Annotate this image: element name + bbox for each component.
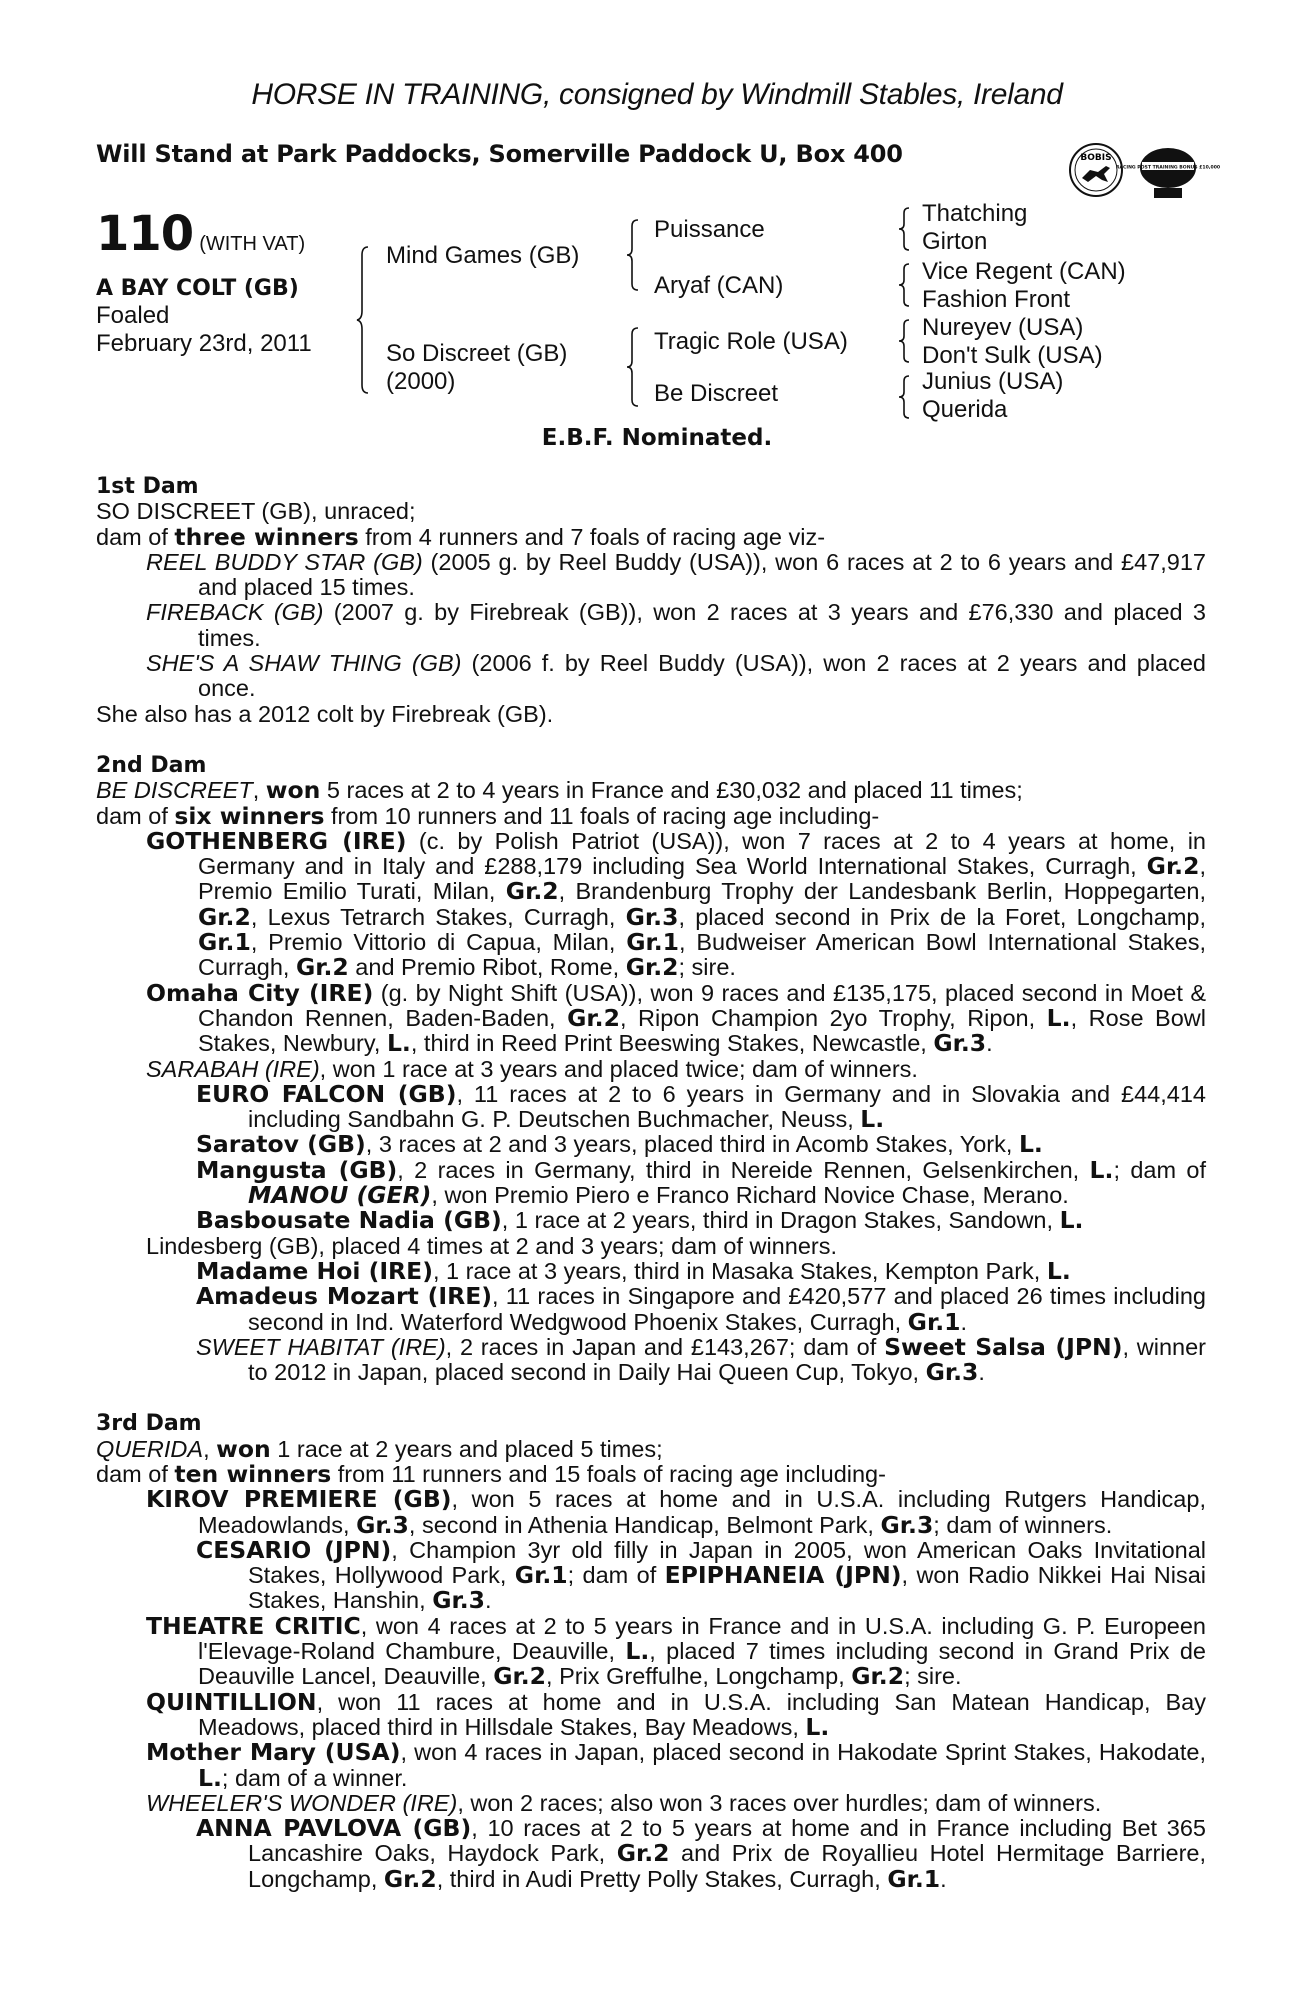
pedigree-dsd: Don't Sulk (USA) (922, 342, 1103, 369)
third-dam-summary: dam of ten winners from 11 runners and 15 foals of racing age including- (96, 1459, 886, 1488)
pedigree-sds: Vice Regent (CAN) (922, 258, 1126, 285)
first-dam-line: SO DISCREET (GB), unraced; (96, 498, 416, 525)
pedigree-sire-sire: Puissance (654, 216, 765, 243)
progeny-entry: THEATRE CRITIC, won 4 races at 2 to 5 years in France and in U.S.A. including G. P. Europeen l'Elevage-Roland Chambure, Deauville, L., placed 7 times including second in Grand Prix de Deauville Lancel, Deauville, Gr.2, Prix Greffulhe, Longchamp, Gr.2; sire. (146, 1611, 1206, 1691)
progeny-entry: Lindesberg (GB), placed 4 times at 2 and 3 years; dam of winners. (146, 1232, 837, 1259)
pedigree-bracket-main (356, 245, 376, 395)
progeny-entry: KIROV PREMIERE (GB), won 5 races at home and in U.S.A. including Rutgers Handicap, Meadowlands, Gr.3, second in Athenia Handicap, Belmont Park, Gr.3; dam of winners. (146, 1485, 1206, 1539)
pedigree-bracket-dam (626, 326, 644, 408)
vat-note: (WITH VAT) (199, 233, 306, 255)
lot-number: 110 (96, 206, 194, 262)
pedigree-sire-dam: Aryaf (CAN) (654, 272, 784, 299)
pedigree-bracket-dd (898, 374, 914, 420)
pedigree-bracket-ds (898, 318, 914, 364)
second-dam-summary: dam of six winners from 10 runners and 11 foals of racing age including- (96, 801, 880, 830)
grand-progeny-entry: SWEET HABITAT (IRE), 2 races in Japan and £143,267; dam of Sweet Salsa (JPN), winner to 2012 in Japan, placed second in Daily Hai Queen Cup, Tokyo, Gr.3. (196, 1332, 1206, 1387)
grand-progeny-entry: Mangusta (GB), 2 races in Germany, third in Nereide Rennen, Gelsenkirchen, L.; dam of MANOU (GER), won Premio Piero e Franco Richard Novice Chase, Merano. (196, 1155, 1206, 1210)
grand-progeny-entry: EURO FALCON (GB), 11 races at 2 to 6 years in Germany and in Slovakia and £44,414 including Sandbahn G. P. Deutschen Buchmacher, Neuss, L. (196, 1079, 1206, 1134)
pedigree-ddd: Querida (922, 396, 1008, 423)
grand-progeny-entry: Amadeus Mozart (IRE), 11 races in Singapore and £420,577 and placed 26 times including second in Ind. Waterford Wedgwood Phoenix Stakes, Curragh, Gr.1. (196, 1282, 1206, 1336)
progeny-entry: SHE'S A SHAW THING (GB) (2006 f. by Reel Buddy (USA)), won 2 races at 2 years and placed once. (146, 650, 1206, 702)
progeny-entry: REEL BUDDY STAR (GB) (2005 g. by Reel Buddy (USA)), won 6 races at 2 to 6 years and £47,917 and placed 15 times. (146, 548, 1206, 601)
foaled-date: February 23rd, 2011 (96, 330, 312, 357)
pedigree-ssd: Girton (922, 228, 988, 255)
page-title: HORSE IN TRAINING, consigned by Windmill Stables, Ireland (251, 78, 1063, 111)
second-dam-heading: 2nd Dam (96, 752, 207, 778)
pedigree-sss: Thatching (922, 200, 1028, 227)
progeny-entry: Omaha City (IRE) (g. by Night Shift (USA)), won 9 races and £135,175, placed second in Moet & Chandon Rennen, Baden-Baden, Gr.2, Ripon Champion 2yo Trophy, Ripon, L., Rose Bowl Stakes, Newbury, L., third in Reed Print Beeswing Stakes, Newcastle, Gr.3. (146, 978, 1207, 1058)
racing-post-logo-text: RACING POST TRAINING BONUS £10,000 (1115, 165, 1221, 171)
bobis-logo-text: BOBIS (1080, 153, 1112, 163)
pedigree-dam-year: (2000) (386, 368, 456, 395)
grand-progeny-entry: Basbousate Nadia (GB), 1 race at 2 years, third in Dragon Stakes, Sandown, L. (196, 1206, 1084, 1235)
grand-progeny-entry: CESARIO (JPN), Champion 3yr old filly in Japan in 2005, won American Oaks Invitational Stakes, Hollywood Park, Gr.1; dam of EPIPHANEIA (JPN), won Radio Nikkei Hai Nisai Stakes, Hanshin, Gr.3. (196, 1535, 1207, 1615)
sponsor-logos (1068, 138, 1221, 204)
horse-description: A BAY COLT (GB) (96, 276, 299, 301)
pedigree-bracket-sd (898, 262, 914, 308)
stand-location: Will Stand at Park Paddocks, Somerville Paddock U, Box 400 (96, 140, 903, 168)
ebf-nomination: E.B.F. Nominated. (541, 425, 773, 451)
progeny-entry: Mother Mary (USA), won 4 races in Japan, placed second in Hakodate Sprint Stakes, Hakodate, L.; dam of a winner. (146, 1738, 1206, 1792)
progeny-entry: SARABAH (IRE), won 1 race at 3 years and placed twice; dam of winners. (146, 1055, 918, 1082)
pedigree-sdd: Fashion Front (922, 286, 1071, 313)
progeny-entry: QUINTILLION, won 11 races at home and in U.S.A. including San Matean Handicap, Bay Meadows, placed third in Hillsdale Stakes, Bay Meadows, L. (146, 1687, 1206, 1741)
foaled-label: Foaled (96, 302, 170, 329)
progeny-entry: GOTHENBERG (IRE) (c. by Polish Patriot (USA)), won 7 races at 2 to 4 years at home, in Germany and in Italy and £288,179 including Sea World International Stakes, Curragh, Gr.2, Premio Emilio Turati, Milan, Gr.2, Brandenburg Trophy der Landesbank Berlin, Hoppegarten, Gr.2, Lexus Tetrarch Stakes, Curragh, Gr.3, placed second in Prix de la Foret, Longchamp, Gr.1, Premio Vittorio di Capua, Milan, Gr.1, Budweiser American Bowl International Stakes, Curragh, Gr.2 and Premio Ribot, Rome, Gr.2; sire. (146, 826, 1206, 982)
pedigree-dam-dam: Be Discreet (654, 380, 779, 407)
pedigree-dam: So Discreet (GB) (386, 340, 568, 367)
bobis-logo-icon (1070, 144, 1122, 196)
pedigree-dss: Nureyev (USA) (922, 314, 1084, 341)
second-dam-line: BE DISCREET, won 5 races at 2 to 4 years in France and £30,032 and placed 11 times; (96, 776, 1023, 805)
pedigree-dds: Junius (USA) (922, 368, 1064, 395)
first-dam-note: She also has a 2012 colt by Firebreak (GB). (96, 700, 554, 727)
grand-progeny-entry: ANNA PAVLOVA (GB), 10 races at 2 to 5 years at home and in France including Bet 365 Lancashire Oaks, Haydock Park, Gr.2 and Prix de Royallieu Hotel Hermitage Barriere, Longchamp, Gr.2, third in Audi Pretty Polly Stakes, Curragh, Gr.1. (196, 1814, 1206, 1893)
pedigree-bracket-ss (898, 206, 914, 252)
catalogue-body (96, 474, 1206, 1892)
progeny-entry: WHEELER'S WONDER (IRE), won 2 races; also won 3 races over hurdles; dam of winners. (146, 1789, 1102, 1816)
pedigree-bracket-sire (626, 218, 644, 292)
grand-progeny-entry: Saratov (GB), 3 races at 2 and 3 years, placed third in Acomb Stakes, York, L. (196, 1130, 1043, 1159)
pedigree-dam-sire: Tragic Role (USA) (654, 328, 848, 355)
racing-post-bonus-logo-icon (1116, 148, 1220, 198)
grand-progeny-entry: Madame Hoi (IRE), 1 race at 3 years, third in Masaka Stakes, Kempton Park, L. (196, 1256, 1071, 1285)
third-dam-heading: 3rd Dam (96, 1411, 202, 1437)
lot-heading (96, 206, 305, 262)
first-dam-summary: dam of three winners from 4 runners and 7 foals of racing age viz- (96, 522, 826, 551)
first-dam-heading: 1st Dam (96, 474, 199, 499)
pedigree-sire: Mind Games (GB) (386, 242, 580, 269)
progeny-entry: FIREBACK (GB) (2007 g. by Firebreak (GB)), won 2 races at 3 years and £76,330 and placed 3 times. (146, 599, 1206, 651)
third-dam-line: QUERIDA, won 1 race at 2 years and placed 5 times; (96, 1434, 663, 1463)
